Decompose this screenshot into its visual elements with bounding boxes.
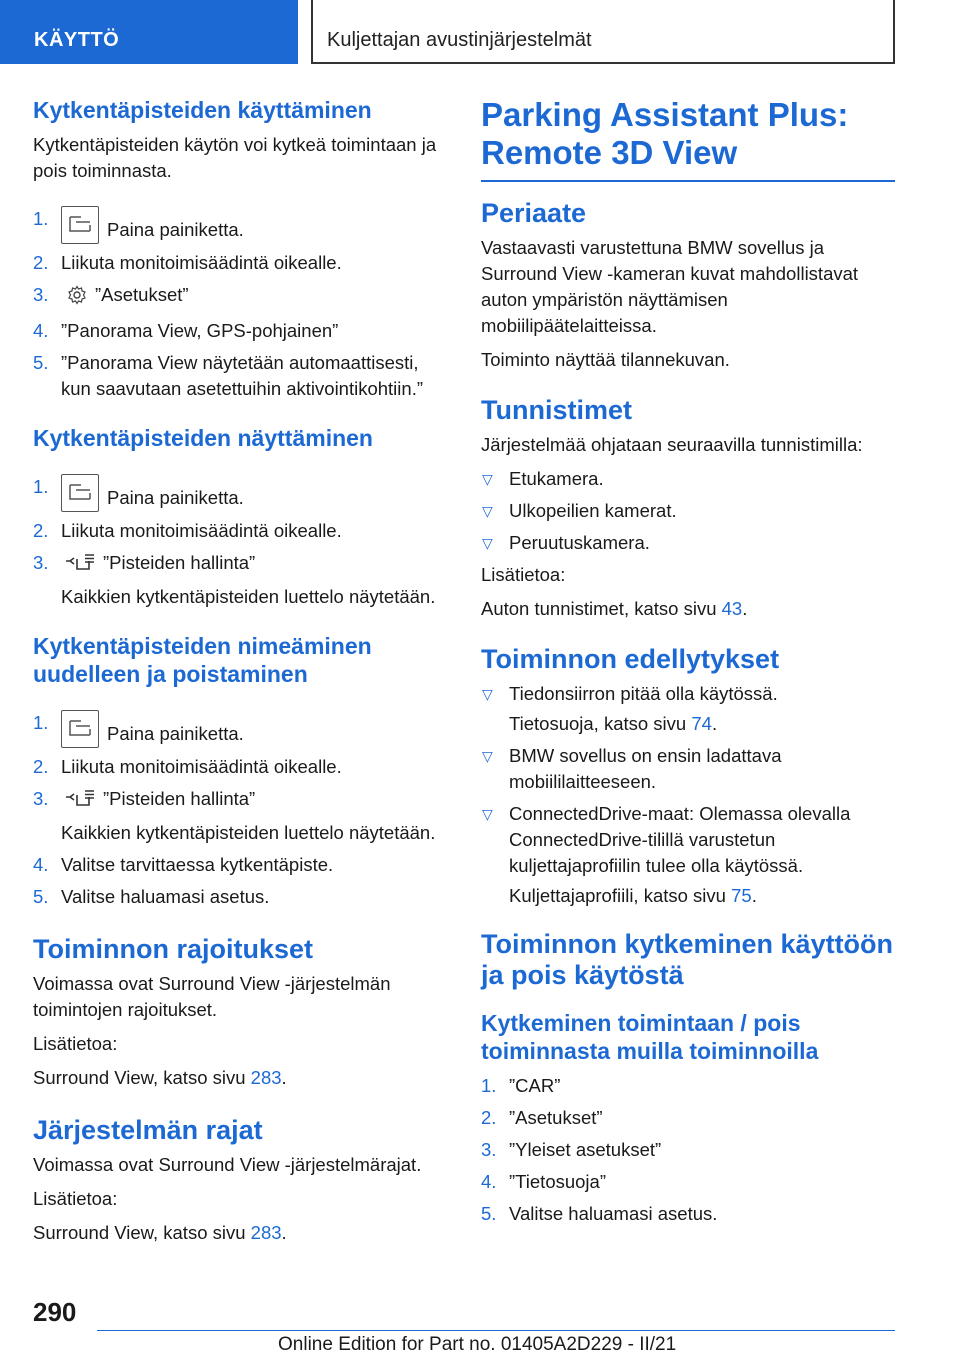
list-item <box>33 206 451 244</box>
list-item <box>33 550 451 580</box>
reference-text: Auton tunnistimet, katso sivu <box>481 598 722 619</box>
step-text: Paina painiketta. <box>107 487 244 508</box>
list-item <box>481 681 895 707</box>
step-number: 1. <box>481 1075 497 1096</box>
heading-rule <box>481 180 895 182</box>
point-list-icon <box>65 553 95 580</box>
step-text: Paina painiketta. <box>107 219 244 240</box>
step-text: ”Pisteiden hallinta” <box>103 788 256 809</box>
step-text: Paina painiketta. <box>107 723 244 744</box>
list-item-text: BMW sovellus on ensin ladattava mobiililaitteeseen. <box>509 745 782 792</box>
point-list-icon <box>65 789 95 816</box>
step-text: Liikuta monitoimisäädintä oikealle. <box>61 756 342 777</box>
heading-toiminnon-kytkeminen: Toiminnon kytkeminen käyttöön ja pois käytöstä <box>481 929 894 990</box>
step-text: ”CAR” <box>509 1075 561 1096</box>
reference-end: . <box>742 598 748 619</box>
step-number: 5. <box>33 352 49 373</box>
paragraph: Toiminto näyttää tilannekuvan. <box>481 349 730 370</box>
paragraph: Järjestelmää ohjataan seuraavilla tunnistimilla: <box>481 434 863 455</box>
list-item <box>481 743 895 795</box>
right-column <box>481 96 895 1233</box>
step-note: Kaikkien kytkentäpisteiden luettelo näytetään. <box>61 822 436 843</box>
heading-toiminnon-edellytykset: Toiminnon edellytykset <box>481 644 780 674</box>
step-text: ”Panorama View, GPS-pohjainen” <box>61 320 339 341</box>
reference-text: Surround View, katso sivu <box>33 1067 251 1088</box>
cross-reference <box>33 1220 451 1246</box>
step-number: 2. <box>33 756 49 777</box>
menu-button-icon <box>61 474 99 512</box>
bullet-triangle-icon: ▽ <box>482 503 493 519</box>
paragraph: Kytkentäpisteiden käytön voi kytkeä toimintaan ja pois toiminnasta. <box>33 134 437 181</box>
step-number: 1. <box>33 712 49 733</box>
page-link[interactable]: 43 <box>721 598 743 619</box>
more-info-label: Lisätietoa: <box>33 1188 118 1209</box>
paragraph: Voimassa ovat Surround View -järjestelmärajat. <box>33 1154 422 1175</box>
step-list-continued <box>33 852 451 910</box>
page-link[interactable]: 74 <box>691 713 712 734</box>
requirement-list-continued <box>481 743 895 879</box>
paragraph: Voimassa ovat Surround View -järjestelmän toimintojen rajoitukset. <box>33 973 391 1020</box>
step-number: 1. <box>33 476 49 497</box>
step-number: 4. <box>481 1171 497 1192</box>
footer-rule <box>97 1330 895 1331</box>
step-number: 2. <box>33 252 49 273</box>
page-link[interactable]: 283 <box>250 1067 282 1088</box>
bullet-triangle-icon: ▽ <box>482 686 493 702</box>
list-item <box>481 1201 895 1227</box>
step-number: 1. <box>33 208 49 229</box>
bullet-triangle-icon: ▽ <box>482 471 493 487</box>
gear-icon <box>67 285 87 312</box>
step-note: Kaikkien kytkentäpisteiden luettelo näytetään. <box>61 586 436 607</box>
list-item <box>33 518 451 544</box>
step-number: 5. <box>33 886 49 907</box>
cross-reference <box>33 1065 451 1091</box>
list-item <box>481 498 895 524</box>
left-column <box>33 96 451 1254</box>
list-item <box>481 466 895 492</box>
list-item <box>481 1169 895 1195</box>
reference-text: Tietosuoja, katso sivu <box>509 713 692 734</box>
page-number: 290 <box>33 1297 77 1327</box>
edition-text: Online Edition for Part no. 01405A2D229 - II/21 <box>278 1334 677 1355</box>
cross-reference <box>481 596 895 622</box>
step-list <box>33 474 451 580</box>
list-item <box>481 1137 895 1163</box>
reference-text: Surround View, katso sivu <box>33 1222 251 1243</box>
step-text: ”Tietosuoja” <box>509 1171 606 1192</box>
heading-jarjestelman-rajat: Järjestelmän rajat <box>33 1115 263 1145</box>
step-number: 4. <box>33 854 49 875</box>
subheading-kytkeminen-muilla-toiminnoilla: Kytkeminen toimintaan / pois toiminnasta muilla toiminnoilla <box>481 1010 819 1064</box>
heading-kytkentapisteiden-kayttaminen: Kytkentäpisteiden käyttäminen <box>33 97 372 123</box>
step-text: Liikuta monitoimisäädintä oikealle. <box>61 252 342 273</box>
reference-end: . <box>751 885 757 906</box>
step-number: 3. <box>33 284 49 305</box>
step-number: 3. <box>33 552 49 573</box>
reference-text: Kuljettajaprofiili, katso sivu <box>509 885 732 906</box>
step-list <box>33 206 451 402</box>
step-text: Valitse tarvittaessa kytkentäpiste. <box>61 854 334 875</box>
list-item-text: ConnectedDrive-maat: Olemassa olevalla ConnectedDrive-tilillä varustetun kuljettajaprofiilin tulee olla käytössä. <box>509 803 851 876</box>
step-number: 2. <box>33 520 49 541</box>
step-text: ”Panorama View näytetään automaattisesti, kun saavutaan asetettuihin aktivointikohtiin.” <box>61 352 423 399</box>
step-number: 5. <box>481 1203 497 1224</box>
more-info-label: Lisätietoa: <box>481 564 566 585</box>
list-item <box>33 350 451 402</box>
page-link[interactable]: 283 <box>250 1222 282 1243</box>
step-number: 2. <box>481 1107 497 1128</box>
list-item-text: Etukamera. <box>509 468 604 489</box>
step-number: 3. <box>33 788 49 809</box>
reference-end: . <box>281 1067 287 1088</box>
more-info-label: Lisätietoa: <box>33 1033 118 1054</box>
cross-reference <box>481 711 895 737</box>
step-number: 3. <box>481 1139 497 1160</box>
list-item-text: Peruutuskamera. <box>509 532 650 553</box>
list-item <box>33 710 451 748</box>
step-list <box>481 1073 895 1227</box>
list-item <box>33 754 451 780</box>
heading-periaate: Periaate <box>481 198 587 228</box>
list-item <box>33 250 451 276</box>
bullet-triangle-icon: ▽ <box>482 748 493 764</box>
step-text: ”Asetukset” <box>509 1107 603 1128</box>
cross-reference <box>481 883 895 909</box>
list-item <box>33 318 451 344</box>
reference-end: . <box>711 713 718 734</box>
step-number: 4. <box>33 320 49 341</box>
list-item-text: Ulkopeilien kamerat. <box>509 500 677 521</box>
heading-kytkentapisteiden-nimeaminen: Kytkentäpisteiden nimeäminen uudelleen ja poistaminen <box>33 633 372 687</box>
list-item <box>481 530 895 556</box>
heading-kytkentapisteiden-nayttaminen: Kytkentäpisteiden näyttäminen <box>33 425 373 451</box>
step-list <box>33 710 451 816</box>
step-text: Valitse haluamasi asetus. <box>61 886 270 907</box>
reference-end: . <box>281 1222 287 1243</box>
chapter-title: Kuljettajan avustinjärjestelmät <box>311 0 895 64</box>
list-item-text: Tiedonsiirron pitää olla käytössä. <box>509 683 778 704</box>
list-item <box>481 801 895 879</box>
step-text: Valitse haluamasi asetus. <box>509 1203 718 1224</box>
section-tab: KÄYTTÖ <box>0 0 298 64</box>
menu-button-icon <box>61 206 99 244</box>
list-item <box>33 884 451 910</box>
main-heading: Parking Assistant Plus: Remote 3D View <box>481 96 849 171</box>
list-item <box>33 474 451 512</box>
page-link[interactable]: 75 <box>731 885 752 906</box>
list-item <box>33 282 451 312</box>
paragraph: Vastaavasti varustettuna BMW sovellus ja Surround View -kameran kuvat mahdollistavat auton ympäristön näyttämisen mobiilipäätelaitteissa. <box>481 237 859 336</box>
step-text: Liikuta monitoimisäädintä oikealle. <box>61 520 342 541</box>
requirement-list <box>481 681 895 707</box>
bullet-triangle-icon: ▽ <box>482 535 493 551</box>
sensor-list <box>481 466 895 556</box>
list-item <box>481 1105 895 1131</box>
step-text: ”Pisteiden hallinta” <box>103 552 256 573</box>
list-item <box>481 1073 895 1099</box>
heading-toiminnon-rajoitukset: Toiminnon rajoitukset <box>33 934 314 964</box>
list-item <box>33 786 451 816</box>
heading-tunnistimet: Tunnistimet <box>481 395 632 425</box>
bullet-triangle-icon: ▽ <box>482 806 493 822</box>
list-item <box>33 852 451 878</box>
menu-button-icon <box>61 710 99 748</box>
step-text: ”Asetukset” <box>95 284 189 305</box>
step-text: ”Yleiset asetukset” <box>509 1139 662 1160</box>
